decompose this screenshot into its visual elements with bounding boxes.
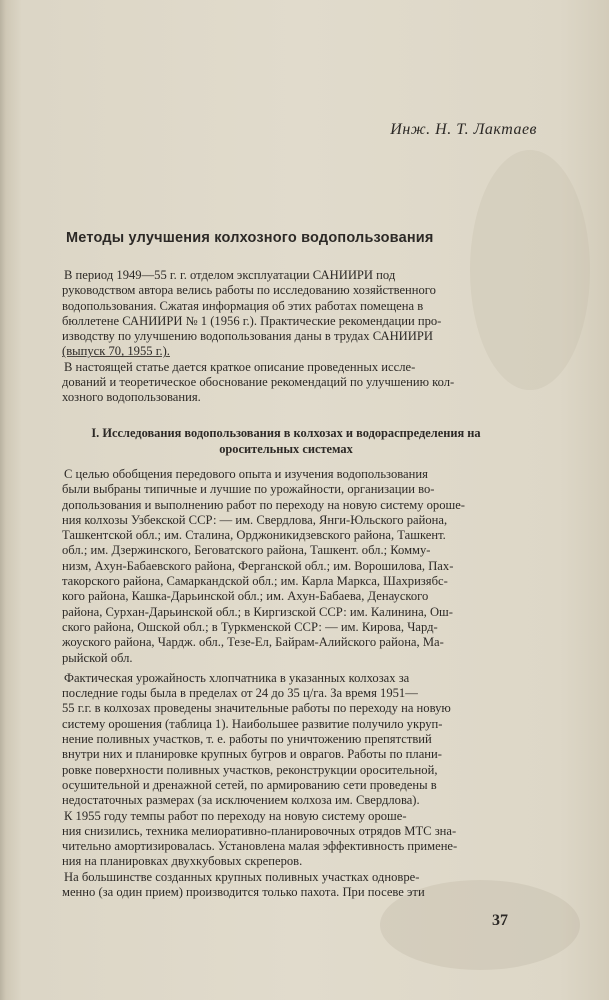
text-line: внутри них и планировке крупных бугров и оврагов. Работы по плани- [62, 747, 442, 762]
text-line: В период 1949—55 г. г. отделом эксплуатации САНИИРИ под [64, 268, 396, 282]
text-line: С целью обобщения передового опыта и изучения водопользования [64, 467, 428, 481]
text-line: ния колхозы Узбекской ССР: — им. Свердлова, Янги-Юльского района, [62, 512, 448, 527]
text-line: ния снизились, техника мелиоративно-планировочных отрядов МТС зна- [62, 823, 457, 838]
text-line: менно (за один прием) производится только пахота. При посеве эти [62, 885, 425, 900]
text-line: района, Сурхан-Дарьинской обл.; в Киргизской ССР: им. Калинина, Ош- [62, 604, 453, 619]
text-line: руководством автора велись работы по исследованию хозяйственного [62, 283, 436, 298]
text-line: хозного водопользования. [62, 390, 201, 405]
text-line: жоуского района, Чардж. обл., Тезе-Ел, Байрам-Алийского района, Ма- [62, 635, 444, 650]
text-line: водопользования. Сжатая информация об этих работах помещена в [62, 298, 424, 313]
text-line: рыйской обл. [62, 650, 133, 665]
intro-block [62, 268, 526, 406]
text-line: дований и теоретическое обоснование рекомендаций по улучшению кол- [62, 375, 455, 390]
body-block [62, 467, 526, 900]
text-line: ния на планировках двухкубовых скреперов. [62, 854, 303, 869]
text-line: допользования и выполнению работ по переходу на новую систему ороше- [62, 497, 466, 512]
text-line: ского района, Ошской обл.; в Туркменской ССР: — им. Кирова, Чард- [62, 619, 438, 634]
section-heading-line: оросительных системах [219, 442, 353, 456]
text-line: Фактическая урожайность хлопчатника в указанных колхозах за [64, 670, 410, 685]
section-heading-line: I. Исследования водопользования в колхозах и водораспределения на [91, 426, 481, 440]
text-line: (выпуск 70, 1955 г.). [62, 344, 170, 359]
text-line: К 1955 году темпы работ по переходу на новую систему ороше- [64, 808, 407, 823]
text-line: последние годы была в пределах от 24 до 35 ц/га. За время 1951— [62, 686, 418, 701]
text-line: Ташкентской обл.; им. Сталина, Орджоникидзевского района, Ташкент. [62, 528, 446, 543]
text-line: нение поливных участков, т. е. работы по уничтожению препятствий [62, 732, 432, 747]
text-line: изводству по улучшению водопользования даны в трудах САНИИРИ [62, 329, 433, 344]
text-line: 55 г.г. в колхозах проведены значительные работы по переходу на новую [62, 701, 451, 716]
text-line: недостаточных размерах (за исключением колхоза им. Свердлова). [62, 793, 420, 808]
text-line: бюллетене САНИИРИ № 1 (1956 г.). Практические рекомендации про- [62, 313, 442, 328]
text-line: были выбраны типичные и лучшие по урожайности, организации во- [62, 482, 435, 497]
text-line: систему орошения (таблица 1). Наибольшее развитие получило укруп- [62, 716, 443, 731]
article-title: Методы улучшения колхозного водопользования [66, 230, 434, 246]
text-line: обл.; им. Дзержинского, Беговатского района, Ташкент. обл.; Комму- [62, 543, 431, 558]
text-line: такорского района, Самаркандской обл.; им. Карла Маркса, Шахризябс- [62, 574, 448, 589]
page-number: 37 [492, 912, 508, 929]
text-line: кого района, Кашка-Дарьинской обл.; им. Ахун-Бабаева, Денауского [62, 589, 429, 604]
text-line: ровке поверхности поливных участков, реконструкции оросительной, [62, 762, 438, 777]
section-heading [36, 425, 536, 457]
text-line: На большинстве созданных крупных поливных участках одновре- [64, 869, 420, 884]
text-line: чительно амортизировалась. Установлена малая эффективность примене- [62, 839, 458, 854]
text-line: В настоящей статье дается краткое описание проведенных исслe- [64, 359, 416, 374]
author-name: Инж. Н. Т. Лактаев [390, 121, 537, 138]
text-line: низм, Ахун-Бабаевского района, Ферганской обл.; им. Ворошилова, Пах- [62, 558, 454, 573]
text-line: осушительной и дренажной сетей, по армированию сети проведены в [62, 777, 437, 792]
